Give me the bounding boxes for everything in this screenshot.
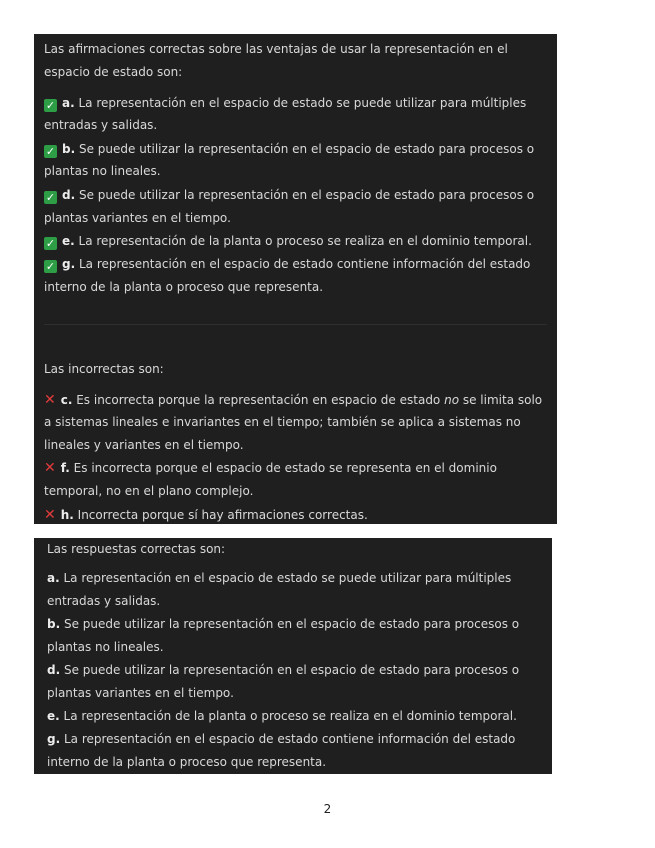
option-text: Es incorrecta porque el espacio de estado se representa en el dominio temporal, no en el plano complejo. bbox=[44, 461, 497, 499]
option-text: Se puede utilizar la representación en el espacio de estado para procesos o plantas variantes en el tiempo. bbox=[44, 187, 535, 225]
option-letter: e. bbox=[62, 233, 75, 248]
check-mark-icon: ✓ bbox=[45, 144, 56, 158]
incorrect-intro: Las incorrectas son: bbox=[44, 361, 164, 376]
option-text: La representación en el espacio de estado se puede utilizar para múltiples entradas y salidas. bbox=[47, 570, 512, 608]
cross-mark-icon: ✕ bbox=[44, 391, 56, 408]
summary-item bbox=[47, 659, 542, 705]
cross-mark-icon: ✕ bbox=[44, 506, 56, 523]
option-letter: a. bbox=[47, 570, 60, 585]
option-text: La representación en el espacio de estado contiene información del estado interno de la planta o proceso que representa. bbox=[44, 257, 531, 294]
option-letter: g. bbox=[62, 257, 76, 272]
incorrect-item bbox=[44, 389, 547, 457]
summary-item bbox=[47, 728, 542, 774]
option-text: Se puede utilizar la representación en el espacio de estado para procesos o plantas variantes en el tiempo. bbox=[47, 662, 520, 700]
option-letter: e. bbox=[47, 709, 60, 724]
option-letter: d. bbox=[62, 187, 76, 202]
page-number: 2 bbox=[323, 802, 332, 816]
incorrect-item bbox=[44, 504, 547, 527]
summary-item bbox=[47, 613, 542, 659]
option-text: Es incorrecta porque la representación en espacio de estado bbox=[72, 392, 445, 407]
correct-item bbox=[44, 253, 547, 299]
option-text: Se puede utilizar la representación en el espacio de estado para procesos o plantas no lineales. bbox=[47, 616, 520, 654]
option-letter: a. bbox=[62, 95, 75, 110]
check-mark-icon: ✓ bbox=[45, 190, 56, 204]
answer-panel-analysis bbox=[34, 34, 557, 524]
answer-panel-summary bbox=[34, 538, 552, 774]
correct-item bbox=[44, 184, 547, 230]
option-text: La representación en el espacio de estado contiene información del estado interno de la planta o proceso que representa. bbox=[47, 732, 516, 770]
option-letter: b. bbox=[47, 616, 61, 631]
incorrect-item bbox=[44, 457, 547, 503]
option-text: Incorrecta porque sí hay afirmaciones correctas. bbox=[73, 507, 368, 522]
option-letter: g. bbox=[47, 732, 61, 747]
option-letter: f. bbox=[60, 461, 70, 476]
correct-item bbox=[44, 92, 547, 138]
correct-item bbox=[44, 230, 547, 253]
option-text: La representación de la planta o proceso se realiza en el dominio temporal. bbox=[74, 233, 532, 248]
summary-intro: Las respuestas correctas son: bbox=[47, 542, 226, 556]
option-text: La representación en el espacio de estado se puede utilizar para múltiples entradas y salidas. bbox=[44, 95, 527, 133]
option-letter: h. bbox=[60, 507, 74, 522]
cross-mark-icon: ✕ bbox=[44, 460, 56, 477]
emphasis-text: no bbox=[444, 392, 460, 407]
option-letter: c. bbox=[60, 392, 73, 407]
option-text: La representación de la planta o proceso se realiza en el dominio temporal. bbox=[59, 709, 517, 724]
option-text-cont: se limita solo a sistemas lineales e invariantes en el tiempo; también se aplica a sistemas no lineales y variantes en el tiempo. bbox=[44, 392, 543, 453]
summary-item bbox=[47, 705, 542, 728]
check-mark-icon: ✓ bbox=[45, 236, 56, 250]
correct-item bbox=[44, 138, 547, 184]
check-mark-icon: ✓ bbox=[45, 260, 56, 274]
correct-intro: Las afirmaciones correctas sobre las ventajas de usar la representación en el espacio de estado son: bbox=[44, 42, 508, 79]
option-text: Se puede utilizar la representación en el espacio de estado para procesos o plantas no lineales. bbox=[44, 141, 535, 179]
option-letter: d. bbox=[47, 662, 61, 677]
check-mark-icon: ✓ bbox=[45, 98, 56, 112]
summary-item bbox=[47, 567, 542, 613]
option-letter: b. bbox=[62, 141, 76, 156]
